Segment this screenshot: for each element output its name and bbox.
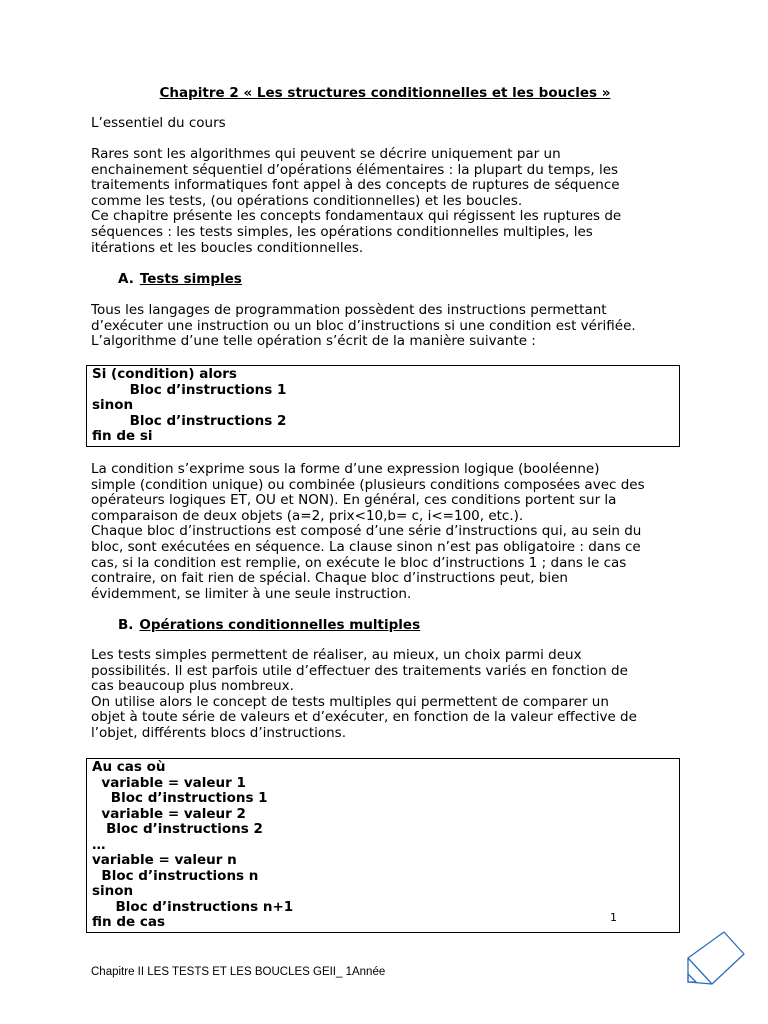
- section-b-heading: [118, 617, 420, 633]
- text-line: Ce chapitre présente les concepts fondamentaux qui régissent les ruptures de: [91, 208, 622, 225]
- code-line: Bloc d’instructions 2: [92, 412, 287, 429]
- text-line: possibilités. Il est parfois utile d’effectuer des traitements variés en fonction de: [91, 662, 628, 679]
- section-a-heading: [118, 271, 242, 287]
- pencil-icon-svg: [686, 930, 748, 986]
- code-line: fin de cas: [92, 914, 165, 930]
- code-line: variable = valeur 2: [92, 805, 246, 822]
- text-line: Tous les langages de programmation possèdent des instructions permettant: [91, 302, 607, 318]
- text-line: On utilise alors le concept de tests multiples qui permettent de comparer un: [91, 693, 609, 710]
- text-line: Les tests simples permettent de réaliser, au mieux, un choix parmi deux: [91, 647, 582, 663]
- code-line: Bloc d’instructions 2: [92, 821, 263, 837]
- text-line: contraire, on fait rien de spécial. Chaque bloc d’instructions peut, bien: [91, 570, 568, 587]
- text-line: bloc, sont exécutées en séquence. La clause sinon n’est pas obligatoire : dans ce: [91, 538, 641, 555]
- section-label: Opérations conditionnelles multiples: [139, 617, 421, 633]
- pencil-icon[interactable]: [686, 930, 748, 990]
- text-line: itérations et les boucles conditionnelles.: [91, 239, 364, 256]
- text-line: comparaison de deux objets (a=2, prix<10,b= c, i<=100, etc.).: [91, 507, 524, 524]
- text-line: simple (condition unique) ou combinée (plusieurs conditions composées avec des: [91, 476, 645, 493]
- text-line: La condition s’exprime sous la forme d’une expression logique (booléenne): [91, 461, 600, 477]
- text-line: évidemment, se limiter à une seule instruction.: [91, 585, 412, 602]
- code-line: Bloc d’instructions n+1: [92, 898, 294, 915]
- text-line: cas, si la condition est remplie, on exécute le bloc d’instructions 1 ; dans le cas: [91, 554, 627, 571]
- text-line: l’objet, différents blocs d’instructions.: [91, 724, 346, 741]
- code-line: Bloc d’instructions n: [92, 867, 259, 884]
- code-line: variable = valeur n: [92, 852, 237, 868]
- text-line: objet à toute série de valeurs et d’exécuter, en fonction de la valeur effective de: [91, 709, 637, 726]
- code-line: sinon: [92, 397, 134, 413]
- code-line: sinon: [92, 883, 134, 899]
- text-line: cas beaucoup plus nombreux.: [91, 678, 294, 695]
- intro-label: L’essentiel du cours: [91, 115, 226, 131]
- section-b-paragraph: [91, 648, 676, 742]
- code-line: Bloc d’instructions 1: [92, 790, 268, 806]
- case-code-box: [86, 758, 680, 933]
- code-line: fin de si: [92, 428, 153, 444]
- text-line: enchainement séquentiel d’opérations élémentaires : la plupart du temps, les: [91, 161, 619, 178]
- text-line: d’exécuter une instruction ou un bloc d’instructions si une condition est vérifiée.: [91, 317, 636, 334]
- code-line: variable = valeur 1: [92, 774, 246, 791]
- section-letter: A.: [118, 271, 134, 287]
- text-line: opérateurs logiques ET, OU et NON). En général, ces conditions portent sur la: [91, 492, 617, 509]
- text-line: Rares sont les algorithmes qui peuvent se décrire uniquement par un: [91, 146, 561, 162]
- if-code-box: [86, 365, 680, 447]
- section-letter: B.: [118, 617, 134, 633]
- section-label: Tests simples: [139, 271, 242, 287]
- text-line: traitements informatiques font appel à des concepts de ruptures de séquence: [91, 177, 620, 194]
- page-footer: Chapitre II LES TESTS ET LES BOUCLES GEII_ 1Année: [91, 966, 386, 978]
- code-line: Au cas où: [92, 759, 166, 775]
- section-a-paragraph: [91, 303, 676, 350]
- text-line: L’algorithme d’une telle opération s’écrit de la manière suivante :: [91, 333, 536, 350]
- text-line: comme les tests, (ou opérations conditionnelles) et les boucles.: [91, 192, 523, 209]
- intro-paragraph: [91, 147, 676, 256]
- code-line: …: [92, 836, 106, 853]
- chapter-title: Chapitre 2 « Les structures conditionnelles et les boucles »: [159, 85, 611, 101]
- page-number: 1: [610, 911, 617, 924]
- condition-paragraph: [91, 462, 676, 602]
- text-line: séquences : les tests simples, les opérations conditionnelles multiples, les: [91, 223, 593, 240]
- code-line: Bloc d’instructions 1: [92, 381, 287, 398]
- text-line: Chaque bloc d’instructions est composé d’une série d’instructions qui, au sein du: [91, 523, 642, 540]
- code-line: Si (condition) alors: [92, 366, 237, 382]
